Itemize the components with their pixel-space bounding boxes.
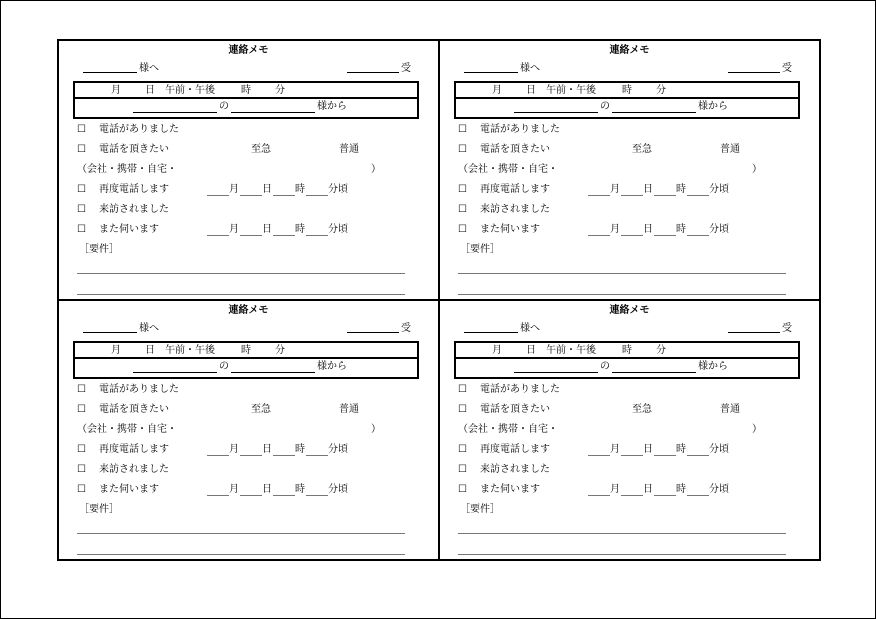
minute-blank[interactable] [687,195,709,196]
will-call-again-label: 再度電話します [99,184,169,195]
time-hour-label: 時 [241,85,251,96]
day-blank[interactable] [240,195,262,196]
checkbox-icon[interactable]: ☐ [77,144,86,155]
caller-no-label: の [600,361,610,372]
caller-row [454,99,800,119]
hour-label: 時 [295,484,305,495]
date-month-label: 月 [492,85,502,96]
hour-blank[interactable] [273,495,295,496]
checkbox-icon[interactable]: ☐ [77,204,86,215]
will-call-again-label: 再度電話します [480,184,550,195]
memo-sheet [57,39,821,561]
company-line[interactable] [133,112,217,113]
matter-line[interactable] [458,554,786,555]
normal-label[interactable]: 普通 [720,404,740,415]
matter-label: ［要件］ [460,504,500,515]
received-label: 受 [401,63,411,74]
received-by-line[interactable] [347,332,399,333]
contact-close-paren: ） [752,424,762,435]
minute-blank[interactable] [306,195,328,196]
caller-name-line[interactable] [231,112,315,113]
am-pm-label: 午前・午後 [546,345,596,356]
matter-line[interactable] [77,554,405,555]
phoned-label: 電話がありました [99,384,179,395]
memo-title: 連絡メモ [609,305,650,316]
minute-approx-label: 分頃 [709,484,729,495]
hour-blank[interactable] [654,495,676,496]
month-blank[interactable] [207,455,229,456]
caller-no-label: の [219,361,229,372]
hour-label: 時 [676,444,686,455]
caller-no-label: の [219,101,229,112]
day-label: 日 [643,444,653,455]
date-time-row [73,341,419,359]
checkbox-icon[interactable]: ☐ [458,384,467,395]
recipient-line[interactable] [464,72,518,73]
will-visit-label: また伺います [99,484,159,495]
checkbox-icon[interactable]: ☐ [458,404,467,415]
month-label: 月 [229,224,239,235]
month-blank[interactable] [207,195,229,196]
company-line[interactable] [514,372,598,373]
recipient-suffix: 様へ [139,323,159,334]
day-label: 日 [643,224,653,235]
hour-label: 時 [295,224,305,235]
caller-row [73,99,419,119]
visited-label: 来訪されました [480,464,550,475]
checkbox-icon[interactable]: ☐ [77,484,86,495]
received-by-line[interactable] [347,72,399,73]
time-minute-label: 分 [275,85,285,96]
received-label: 受 [782,63,792,74]
month-blank[interactable] [588,235,610,236]
month-label: 月 [610,484,620,495]
checkbox-icon[interactable]: ☐ [458,204,467,215]
recipient-suffix: 様へ [139,63,159,74]
minute-approx-label: 分頃 [709,224,729,235]
day-label: 日 [262,444,272,455]
hour-label: 時 [676,184,686,195]
contact-close-paren: ） [371,164,381,175]
day-blank[interactable] [621,495,643,496]
caller-row [454,359,800,379]
matter-line[interactable] [77,294,405,295]
day-label: 日 [262,184,272,195]
memo-card [440,301,819,559]
urgent-label[interactable]: 至急 [251,144,271,155]
urgent-label[interactable]: 至急 [632,404,652,415]
memo-card [59,301,438,559]
memo-title: 連絡メモ [228,305,269,316]
caller-suffix: 様から [317,101,347,112]
day-label: 日 [262,484,272,495]
memo-title: 連絡メモ [228,45,269,56]
checkbox-icon[interactable]: ☐ [77,384,86,395]
time-minute-label: 分 [656,85,666,96]
contact-options-label: （会社・携帯・自宅・ [458,164,558,175]
received-label: 受 [782,323,792,334]
month-label: 月 [610,224,620,235]
date-time-row [454,341,800,359]
caller-name-line[interactable] [612,112,696,113]
company-line[interactable] [133,372,217,373]
minute-blank[interactable] [306,495,328,496]
call-back-label: 電話を頂きたい [480,144,550,155]
normal-label[interactable]: 普通 [339,144,359,155]
month-label: 月 [229,444,239,455]
hour-blank[interactable] [273,195,295,196]
visited-label: 来訪されました [99,204,169,215]
am-pm-label: 午前・午後 [165,85,215,96]
date-day-label: 日 [526,345,536,356]
date-day-label: 日 [526,85,536,96]
am-pm-label: 午前・午後 [165,345,215,356]
contact-options-label: （会社・携帯・自宅・ [77,424,177,435]
minute-approx-label: 分頃 [328,184,348,195]
caller-suffix: 様から [698,361,728,372]
caller-no-label: の [600,101,610,112]
call-back-label: 電話を頂きたい [99,144,169,155]
checkbox-icon[interactable]: ☐ [458,464,467,475]
date-month-label: 月 [111,345,121,356]
day-blank[interactable] [621,195,643,196]
date-time-row [73,81,419,99]
will-call-again-label: 再度電話します [99,444,169,455]
normal-label[interactable]: 普通 [720,144,740,155]
memo-card [440,41,819,299]
time-hour-label: 時 [622,85,632,96]
memo-title: 連絡メモ [609,45,650,56]
checkbox-icon[interactable]: ☐ [458,444,467,455]
call-back-label: 電話を頂きたい [99,404,169,415]
month-blank[interactable] [588,455,610,456]
matter-line[interactable] [77,273,405,274]
month-blank[interactable] [207,495,229,496]
month-label: 月 [229,484,239,495]
am-pm-label: 午前・午後 [546,85,596,96]
checkbox-icon[interactable]: ☐ [77,464,86,475]
hour-blank[interactable] [654,195,676,196]
time-minute-label: 分 [275,345,285,356]
checkbox-icon[interactable]: ☐ [458,124,467,135]
month-label: 月 [610,184,620,195]
month-blank[interactable] [207,235,229,236]
received-label: 受 [401,323,411,334]
minute-approx-label: 分頃 [328,224,348,235]
minute-approx-label: 分頃 [709,184,729,195]
date-day-label: 日 [145,345,155,356]
received-by-line[interactable] [728,72,780,73]
date-month-label: 月 [111,85,121,96]
checkbox-icon[interactable]: ☐ [458,144,467,155]
minute-blank[interactable] [687,495,709,496]
caller-row [73,359,419,379]
day-label: 日 [643,484,653,495]
month-blank[interactable] [588,495,610,496]
received-by-line[interactable] [728,332,780,333]
memo-card [59,41,438,299]
caller-suffix: 様から [317,361,347,372]
visited-label: 来訪されました [99,464,169,475]
checkbox-icon[interactable]: ☐ [458,184,467,195]
day-blank[interactable] [621,455,643,456]
minute-approx-label: 分頃 [328,444,348,455]
will-visit-label: また伺います [480,224,540,235]
day-blank[interactable] [240,455,262,456]
date-time-row [454,81,800,99]
contact-close-paren: ） [752,164,762,175]
hour-label: 時 [676,224,686,235]
contact-close-paren: ） [371,424,381,435]
visited-label: 来訪されました [480,204,550,215]
matter-line[interactable] [458,533,786,534]
hour-label: 時 [676,484,686,495]
checkbox-icon[interactable]: ☐ [458,484,467,495]
time-hour-label: 時 [241,345,251,356]
minute-blank[interactable] [306,235,328,236]
phoned-label: 電話がありました [99,124,179,135]
hour-label: 時 [295,184,305,195]
minute-blank[interactable] [306,455,328,456]
hour-label: 時 [295,444,305,455]
day-blank[interactable] [240,235,262,236]
day-label: 日 [262,224,272,235]
matter-label: ［要件］ [460,244,500,255]
day-blank[interactable] [621,235,643,236]
will-visit-label: また伺います [99,224,159,235]
urgent-label[interactable]: 至急 [632,144,652,155]
minute-approx-label: 分頃 [328,484,348,495]
matter-line[interactable] [458,273,786,274]
company-line[interactable] [514,112,598,113]
will-visit-label: また伺います [480,484,540,495]
date-day-label: 日 [145,85,155,96]
minute-blank[interactable] [687,235,709,236]
caller-suffix: 様から [698,101,728,112]
checkbox-icon[interactable]: ☐ [458,224,467,235]
hour-blank[interactable] [654,455,676,456]
time-minute-label: 分 [656,345,666,356]
checkbox-icon[interactable]: ☐ [77,444,86,455]
month-label: 月 [229,184,239,195]
phoned-label: 電話がありました [480,124,560,135]
phoned-label: 電話がありました [480,384,560,395]
matter-line[interactable] [77,533,405,534]
caller-name-line[interactable] [231,372,315,373]
checkbox-icon[interactable]: ☐ [77,224,86,235]
checkbox-icon[interactable]: ☐ [77,404,86,415]
recipient-line[interactable] [464,332,518,333]
hour-blank[interactable] [273,455,295,456]
normal-label[interactable]: 普通 [339,404,359,415]
call-back-label: 電話を頂きたい [480,404,550,415]
minute-blank[interactable] [687,455,709,456]
matter-line[interactable] [458,294,786,295]
recipient-suffix: 様へ [520,323,540,334]
will-call-again-label: 再度電話します [480,444,550,455]
time-hour-label: 時 [622,345,632,356]
day-blank[interactable] [240,495,262,496]
month-label: 月 [610,444,620,455]
month-blank[interactable] [588,195,610,196]
caller-name-line[interactable] [612,372,696,373]
recipient-suffix: 様へ [520,63,540,74]
recipient-line[interactable] [83,332,137,333]
minute-approx-label: 分頃 [709,444,729,455]
date-month-label: 月 [492,345,502,356]
matter-label: ［要件］ [79,504,119,515]
contact-options-label: （会社・携帯・自宅・ [458,424,558,435]
day-label: 日 [643,184,653,195]
checkbox-icon[interactable]: ☐ [77,184,86,195]
urgent-label[interactable]: 至急 [251,404,271,415]
contact-options-label: （会社・携帯・自宅・ [77,164,177,175]
hour-blank[interactable] [273,235,295,236]
matter-label: ［要件］ [79,244,119,255]
recipient-line[interactable] [83,72,137,73]
hour-blank[interactable] [654,235,676,236]
checkbox-icon[interactable]: ☐ [77,124,86,135]
